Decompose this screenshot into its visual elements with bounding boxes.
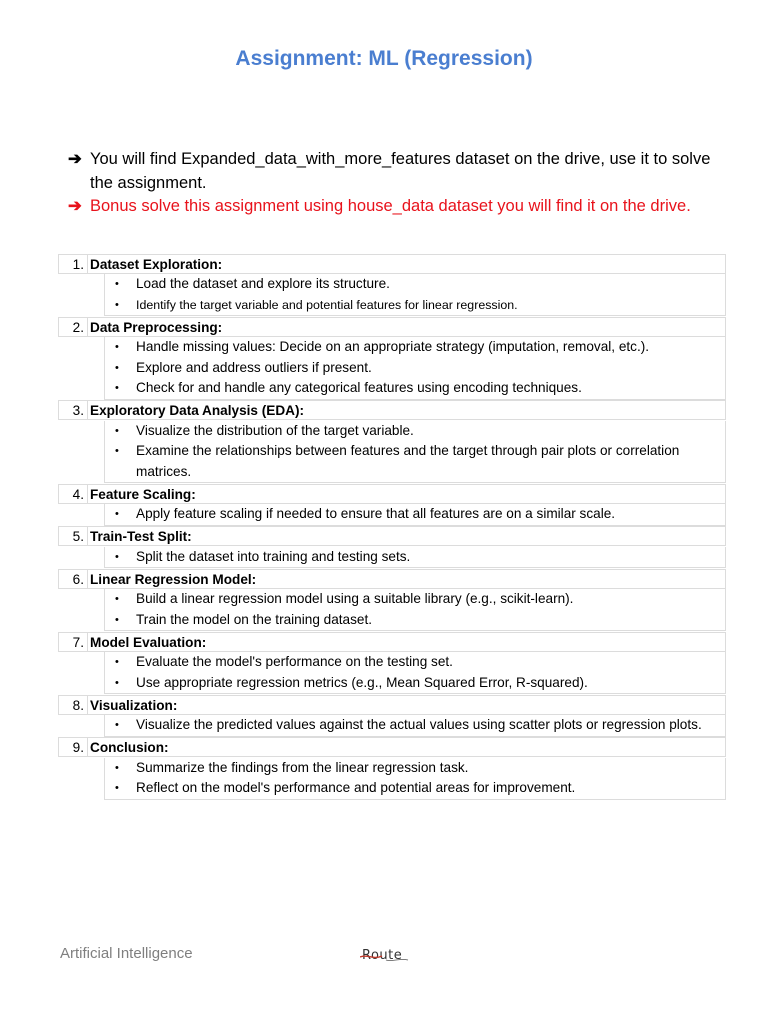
task-heading: Conclusion: [88,737,726,757]
task-heading-row [58,631,726,652]
list-item-text: Visualize the predicted values against the actual values using scatter plots or regression plots. [136,717,702,732]
intro-text: Bonus solve this assignment using house_data dataset you will find it on the drive. [90,197,691,215]
list-item-text: Explore and address outliers if present. [136,359,372,375]
task-heading: Train-Test Split: [88,526,726,546]
list-item [105,358,725,379]
bullet-icon: • [115,761,119,774]
task-subitems [104,337,726,400]
list-item-text: Visualize the distribution of the target variable. [136,422,414,438]
bullet-icon: • [115,424,119,437]
task-subitems [104,274,726,316]
list-item-text: Evaluate the model's performance on the testing set. [136,654,453,669]
list-item [105,610,725,631]
list-item [105,295,725,316]
task-heading: Exploratory Data Analysis (EDA): [88,400,726,420]
bullet-icon: • [115,341,119,353]
task-subitems [104,421,726,484]
bullet-icon: • [115,361,119,374]
intro-line-bonus [68,195,718,219]
bullet-icon: • [115,613,119,626]
intro-text: You will find Expanded_data_with_more_features dataset on the drive, use it to solve the assignment. [90,150,711,192]
task-heading: Visualization: [88,695,726,715]
arrow-right-icon: ➔ [68,150,82,168]
bullet-icon: • [115,550,119,563]
list-item [105,274,725,295]
bullet-icon: • [115,593,119,605]
bullet-icon: • [115,656,119,668]
list-item-text: Train the model on the training dataset. [136,611,373,627]
task-number: 8. [58,695,88,715]
task-heading: Dataset Exploration: [88,254,726,274]
footer-course-name: Artificial Intelligence [60,945,193,962]
list-item [105,547,725,568]
list-item-text: Reflect on the model's performance and potential areas for improvement. [136,780,576,795]
page-title: Assignment: ML (Regression) [235,47,533,70]
list-item [105,378,725,399]
task-number: 1. [58,254,88,274]
list-item-text: Use appropriate regression metrics (e.g., Mean Squared Error, R-squared). [136,674,588,690]
svg-text:Route: Route [362,948,403,963]
bullet-icon: • [115,278,119,290]
bullet-icon: • [115,676,119,689]
task-heading-row [58,253,726,274]
task-heading-row [58,568,726,589]
list-item [105,337,725,358]
task-list [58,253,726,800]
task-number: 2. [58,317,88,337]
list-item [105,673,725,694]
list-item-text: Build a linear regression model using a suitable library (e.g., scikit-learn). [136,591,574,606]
list-item-text: Apply feature scaling if needed to ensure that all features are on a similar scale. [136,506,616,521]
task-subitems [104,589,726,631]
bullet-icon: • [115,508,119,520]
task-number: 9. [58,737,88,757]
route-logo [360,946,410,964]
list-item [105,421,725,442]
list-item [105,652,725,673]
list-item-text: Examine the relationships between features and the target through pair plots or correlation matrices. [136,443,680,479]
arrow-right-icon: ➔ [68,197,82,215]
bullet-icon: • [115,382,119,394]
task-number: 6. [58,569,88,589]
list-item-text: Split the dataset into training and testing sets. [136,548,411,564]
bullet-icon: • [115,445,119,457]
list-item [105,715,725,736]
list-item-text: Summarize the findings from the linear regression task. [136,759,469,775]
task-subitems [104,547,726,569]
list-item [105,504,725,525]
task-subitems [104,758,726,800]
task-subitems [104,504,726,526]
task-heading: Feature Scaling: [88,484,726,504]
bullet-icon: • [115,782,119,794]
list-item [105,589,725,610]
task-heading-row [58,316,726,337]
task-subitems [104,652,726,694]
task-number: 5. [58,526,88,546]
route-logo-icon [360,946,410,964]
list-item-text: Check for and handle any categorical features using encoding techniques. [136,380,582,395]
list-item-text: Handle missing values: Decide on an appropriate strategy (imputation, removal, etc.). [136,339,650,354]
task-heading: Data Preprocessing: [88,317,726,337]
list-item [105,441,725,482]
list-item [105,778,725,799]
bullet-icon: • [115,298,119,311]
list-item-text: Load the dataset and explore its structure. [136,276,390,291]
task-number: 7. [58,632,88,652]
intro-line-dataset [68,148,718,195]
list-item [105,758,725,779]
task-subitems [104,715,726,737]
task-number: 4. [58,484,88,504]
task-heading: Model Evaluation: [88,632,726,652]
task-heading-row [58,526,726,547]
task-heading-row [58,694,726,715]
task-heading: Linear Regression Model: [88,569,726,589]
task-heading-row [58,737,726,758]
list-item-text: Identify the target variable and potential features for linear regression. [136,297,518,312]
task-heading-row [58,483,726,504]
task-number: 3. [58,400,88,420]
task-heading-row [58,400,726,421]
bullet-icon: • [115,719,119,731]
